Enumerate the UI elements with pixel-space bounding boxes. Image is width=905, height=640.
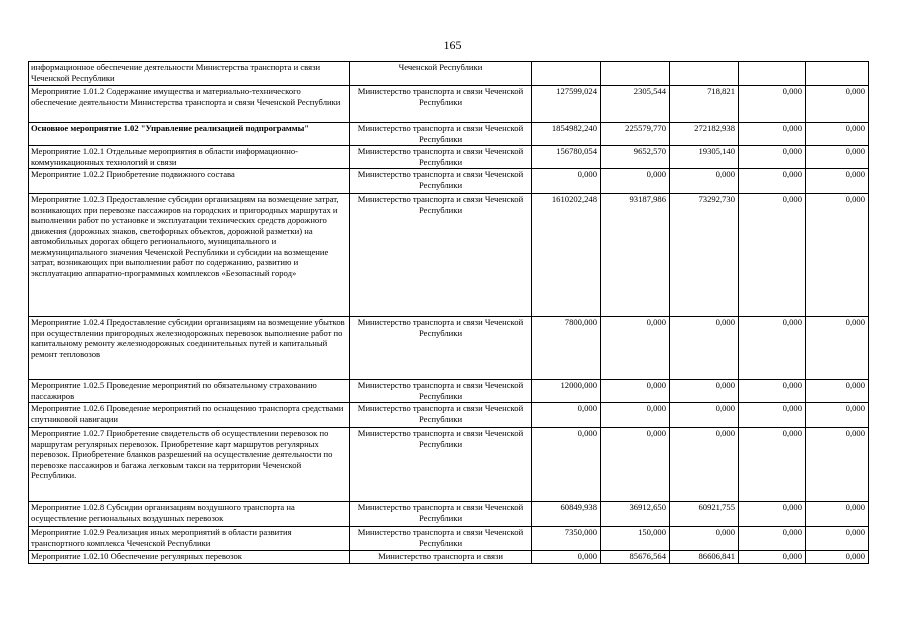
row-value-1: 156780,054 [532, 146, 601, 169]
row-description: Мероприятие 1.02.5 Проведение мероприятий по обязательному страхованию пассажиров [29, 380, 350, 403]
page-number: 165 [443, 38, 462, 52]
row-value-4: 0,000 [739, 380, 806, 403]
row-value-4: 0,000 [739, 86, 806, 123]
row-value-3: 0,000 [670, 169, 739, 194]
row-executor: Министерство транспорта и связи Чеченской Республики [350, 403, 532, 428]
row-value-4: 0,000 [739, 169, 806, 194]
row-value-5: 0,000 [806, 317, 869, 380]
row-value-4: 0,000 [739, 502, 806, 527]
row-value-3: 0,000 [670, 317, 739, 380]
row-value-4: 0,000 [739, 403, 806, 428]
row-value-3: 0,000 [670, 403, 739, 428]
row-value-1: 7350,000 [532, 527, 601, 551]
row-value-2: 2305,544 [601, 86, 670, 123]
table-row [29, 86, 869, 123]
row-value-5 [806, 62, 869, 86]
row-executor: Министерство транспорта и связи [350, 551, 532, 564]
table-row [29, 527, 869, 551]
row-value-4: 0,000 [739, 123, 806, 146]
row-value-4: 0,000 [739, 428, 806, 502]
table-row [29, 403, 869, 428]
row-value-2: 36912,650 [601, 502, 670, 527]
row-value-2: 150,000 [601, 527, 670, 551]
table-row [29, 194, 869, 317]
row-description: Мероприятие 1.02.4 Предоставление субсидии организациям на возмещение убытков при осуществлении пригородных железнодорожных перевозок выполнение работ по капитальному ремонту железнодорожных соединительных путей и капитальный ремонт тепловозов [29, 317, 350, 380]
row-description: Мероприятие 1.02.2 Приобретение подвижного состава [29, 169, 350, 194]
row-description: Мероприятие 1.02.8 Субсидии организациям воздушного транспорта на осуществление региональных воздушных перевозок [29, 502, 350, 527]
row-value-1: 0,000 [532, 428, 601, 502]
row-description: Мероприятие 1.02.7 Приобретение свидетельств об осуществлении перевозок по маршрутам регулярных перевозок. Приобретение карт маршрутов регулярных перевозок. Приобретение бланков разрешений на осуществление деятельности по перевозке пассажиров и багажа легковым такси на территории Чеченской Республики. [29, 428, 350, 502]
row-value-2: 85676,564 [601, 551, 670, 564]
row-executor: Министерство транспорта и связи Чеченской Республики [350, 194, 532, 317]
table-row [29, 146, 869, 169]
row-value-3: 19305,140 [670, 146, 739, 169]
row-value-3: 60921,755 [670, 502, 739, 527]
row-value-2: 0,000 [601, 169, 670, 194]
row-value-1: 60849,938 [532, 502, 601, 527]
row-description: информационное обеспечение деятельности Министерства транспорта и связи Чеченской Республики [29, 62, 350, 86]
row-value-3: 0,000 [670, 527, 739, 551]
row-value-3: 0,000 [670, 380, 739, 403]
row-value-5: 0,000 [806, 403, 869, 428]
row-value-5: 0,000 [806, 502, 869, 527]
budget-table [28, 61, 869, 564]
row-executor: Министерство транспорта и связи Чеченской Республики [350, 86, 532, 123]
table-row [29, 123, 869, 146]
row-value-2: 0,000 [601, 428, 670, 502]
row-value-2: 93187,986 [601, 194, 670, 317]
row-value-3: 272182,938 [670, 123, 739, 146]
row-value-1: 0,000 [532, 403, 601, 428]
row-value-4: 0,000 [739, 194, 806, 317]
row-value-3: 0,000 [670, 428, 739, 502]
table-row [29, 317, 869, 380]
row-executor: Министерство транспорта и связи Чеченской Республики [350, 146, 532, 169]
row-description: Мероприятие 1.02.9 Реализация иных мероприятий в области развития транспортного комплекса Чеченской Республики [29, 527, 350, 551]
row-value-2 [601, 62, 670, 86]
row-value-5: 0,000 [806, 194, 869, 317]
row-executor: Министерство транспорта и связи Чеченской Республики [350, 123, 532, 146]
row-description: Основное мероприятие 1.02 "Управление реализацией подпрограммы" [29, 123, 350, 146]
row-value-4: 0,000 [739, 146, 806, 169]
row-value-4: 0,000 [739, 527, 806, 551]
row-value-1: 1854982,240 [532, 123, 601, 146]
row-value-1: 127599,024 [532, 86, 601, 123]
row-value-2: 9652,570 [601, 146, 670, 169]
row-executor: Министерство транспорта и связи Чеченской Республики [350, 428, 532, 502]
row-value-4 [739, 62, 806, 86]
table-row [29, 380, 869, 403]
row-value-1: 0,000 [532, 551, 601, 564]
row-executor: Министерство транспорта и связи Чеченской Республики [350, 169, 532, 194]
row-value-5: 0,000 [806, 86, 869, 123]
row-description: Мероприятие 1.02.3 Предоставление субсидии организациям на возмещение затрат, возникающих при перевозке пассажиров на городских и пригородных маршрутах и выполнении работ по установке и эксплуатации технических средств дорожного движения (дорожных знаков, светофорных объектов, дорожной разметки) на автомобильных дорогах общего регионального, муниципального и межмуниципального значения Чеченской Республики и субсидии на возмещение затрат, возникающих при выполнении работ по содержанию, развитию и эксплуатацию аппаратно-программных комплексов «Безопасный город» [29, 194, 350, 317]
row-executor: Министерство транспорта и связи Чеченской Республики [350, 317, 532, 380]
row-executor: Министерство транспорта и связи Чеченской Республики [350, 527, 532, 551]
table-row [29, 502, 869, 527]
row-description: Мероприятие 1.02.6 Проведение мероприятий по оснащению транспорта средствами спутниковой навигации [29, 403, 350, 428]
row-description: Мероприятие 1.02.1 Отдельные мероприятия в области информационно-коммуникационных технологий и связи [29, 146, 350, 169]
row-value-4: 0,000 [739, 551, 806, 564]
row-value-1: 7800,000 [532, 317, 601, 380]
row-value-5: 0,000 [806, 146, 869, 169]
row-value-5: 0,000 [806, 380, 869, 403]
row-value-2: 225579,770 [601, 123, 670, 146]
row-value-3: 73292,730 [670, 194, 739, 317]
row-value-5: 0,000 [806, 123, 869, 146]
row-value-3 [670, 62, 739, 86]
table-row [29, 62, 869, 86]
row-value-1: 1610202,248 [532, 194, 601, 317]
row-value-5: 0,000 [806, 551, 869, 564]
table-row [29, 551, 869, 564]
row-value-2: 0,000 [601, 317, 670, 380]
row-value-4: 0,000 [739, 317, 806, 380]
row-value-2: 0,000 [601, 403, 670, 428]
row-executor: Министерство транспорта и связи Чеченской Республики [350, 380, 532, 403]
row-value-1 [532, 62, 601, 86]
row-executor: Министерство транспорта и связи Чеченской Республики [350, 502, 532, 527]
row-value-1: 0,000 [532, 169, 601, 194]
row-executor: Чеченской Республики [350, 62, 532, 86]
row-value-5: 0,000 [806, 527, 869, 551]
row-value-3: 86606,841 [670, 551, 739, 564]
row-description: Мероприятие 1.02.10 Обеспечение регулярных перевозок [29, 551, 350, 564]
row-value-2: 0,000 [601, 380, 670, 403]
row-value-5: 0,000 [806, 169, 869, 194]
table-row [29, 428, 869, 502]
table-row [29, 169, 869, 194]
row-value-1: 12000,000 [532, 380, 601, 403]
row-description: Мероприятие 1.01.2 Содержание имущества и материально-технического обеспечение деятельности Министерства транспорта и связи Чеченской Республики [29, 86, 350, 123]
row-value-5: 0,000 [806, 428, 869, 502]
row-value-3: 718,821 [670, 86, 739, 123]
